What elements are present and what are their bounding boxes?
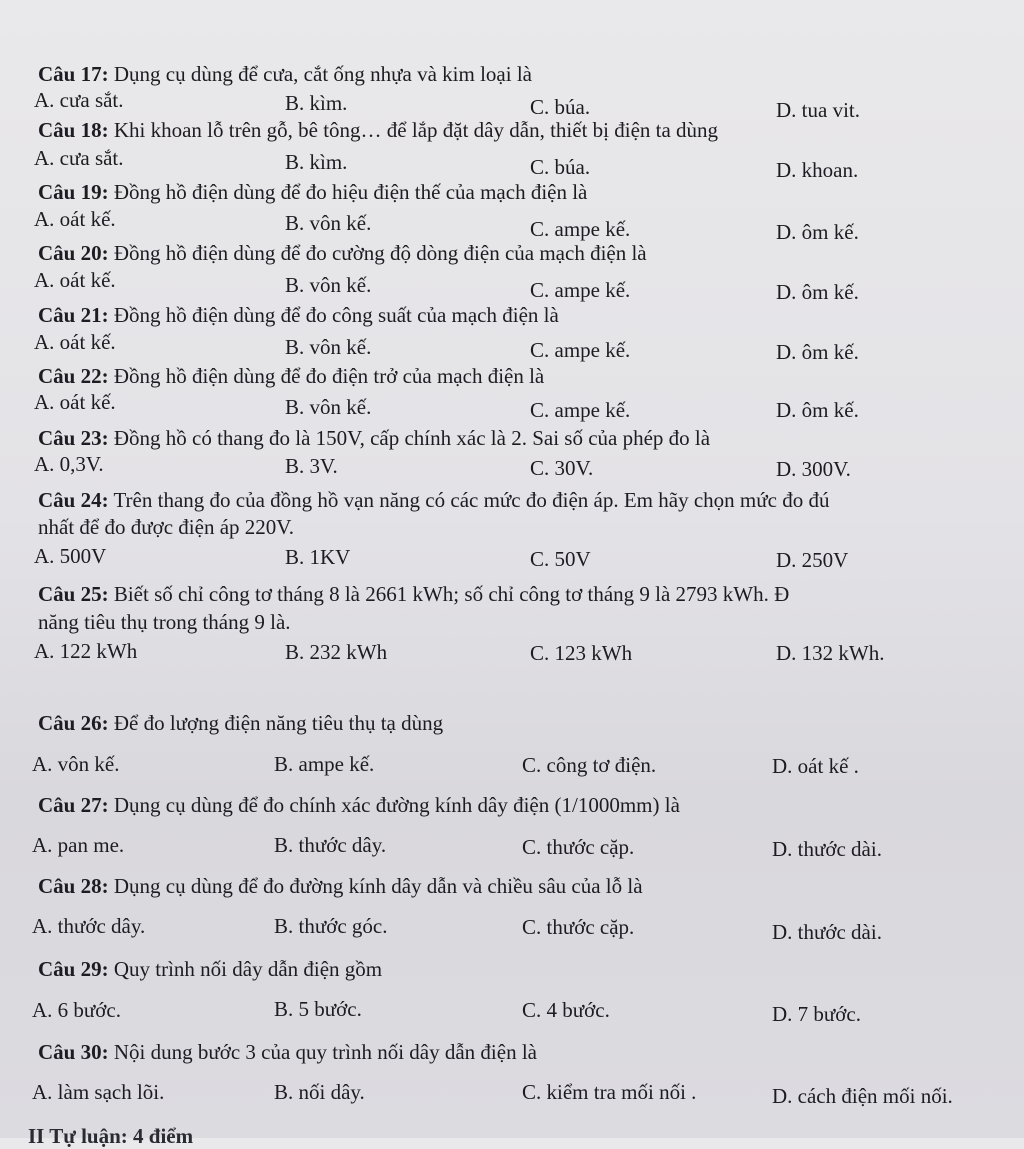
option-c: C. 4 bước. [522, 998, 610, 1022]
option-c: C. búa. [530, 95, 591, 119]
question-label: Câu 25: [38, 582, 109, 606]
question-text: Đồng hồ có thang đo là 150V, cấp chính xác là 2. Sai số của phép đo là [108, 426, 711, 450]
question-text: Dụng cụ dùng để đo đường kính dây dẫn và chiều sâu của lỗ là [108, 874, 643, 898]
question-label: Câu 28: [38, 874, 109, 898]
question-text: Đồng hồ điện dùng để đo công suất của mạch điện là [108, 303, 559, 327]
question-label: Câu 24: [38, 488, 109, 512]
option-c: C. kiểm tra mối nối . [522, 1080, 697, 1104]
question-19 [38, 180, 587, 205]
question-text: Dụng cụ dùng để đo chính xác đường kính dây điện (1/1000mm) là [108, 793, 680, 817]
option-b: B. 3V. [285, 454, 338, 478]
option-b: B. kìm. [285, 91, 348, 115]
option-d: D. 132 kWh. [776, 641, 885, 665]
option-d: D. khoan. [776, 158, 859, 182]
question-label: Câu 17: [38, 62, 109, 86]
question-label: Câu 29: [38, 957, 109, 981]
option-a: A. cưa sắt. [34, 146, 124, 170]
question-label: Câu 19: [38, 180, 109, 204]
question-22 [38, 364, 544, 389]
question-label: Câu 30: [38, 1040, 109, 1064]
option-a: A. oát kế. [34, 268, 116, 292]
option-d: D. ôm kế. [776, 398, 859, 422]
question-text: Quy trình nối dây dẫn điện gồm [108, 957, 383, 981]
question-text: Đồng hồ điện dùng để đo điện trở của mạch điện là [108, 364, 545, 388]
option-a: A. oát kế. [34, 330, 116, 354]
question-text: Nội dung bước 3 của quy trình nối dây dẫn điện là [108, 1040, 537, 1064]
question-25 [38, 582, 789, 607]
option-d: D. thước dài. [772, 837, 882, 861]
question-23 [38, 426, 710, 451]
question-26 [38, 711, 443, 736]
option-d: D. tua vit. [776, 98, 860, 122]
option-a: A. cưa sắt. [34, 88, 124, 112]
question-20 [38, 241, 647, 266]
option-d: D. ôm kế. [776, 280, 859, 304]
option-d: D. thước dài. [772, 920, 882, 944]
option-c: C. 30V. [530, 456, 594, 480]
option-a: A. vôn kế. [32, 752, 120, 776]
question-28 [38, 874, 643, 899]
option-c: C. công tơ điện. [522, 753, 657, 777]
option-c: C. 123 kWh [530, 641, 633, 665]
option-c: C. 50V [530, 547, 591, 571]
question-text: Biết số chỉ công tơ tháng 8 là 2661 kWh; số chỉ công tơ tháng 9 là 2793 kWh. Đ [108, 582, 790, 606]
question-text: Đồng hồ điện dùng để đo cường độ dòng điện của mạch điện là [108, 241, 647, 265]
option-d: D. ôm kế. [776, 340, 859, 364]
question-21 [38, 303, 559, 328]
option-b: B. 5 bước. [274, 997, 362, 1021]
question-27 [38, 793, 680, 818]
question-label: Câu 20: [38, 241, 109, 265]
option-c: C. búa. [530, 155, 591, 179]
option-d: D. oát kế . [772, 754, 859, 778]
option-c: C. thước cặp. [522, 915, 635, 939]
option-a: A. 500V [34, 544, 107, 568]
question-18 [38, 118, 718, 143]
option-a: A. 0,3V. [34, 452, 104, 476]
question-24 [38, 488, 829, 513]
option-a: A. 122 kWh [34, 639, 138, 663]
option-b: B. 1KV [285, 545, 351, 569]
option-c: C. thước cặp. [522, 835, 635, 859]
option-a: A. làm sạch lõi. [32, 1080, 165, 1104]
option-a: A. oát kế. [34, 390, 116, 414]
option-c: C. ampe kế. [530, 278, 631, 302]
option-d: D. 7 bước. [772, 1002, 861, 1026]
question-label: Câu 26: [38, 711, 109, 735]
option-c: C. ampe kế. [530, 217, 631, 241]
option-b: B. vôn kế. [285, 211, 372, 235]
question-25-continuation: năng tiêu thụ trong tháng 9 là. [38, 610, 291, 634]
option-c: C. ampe kế. [530, 398, 631, 422]
question-17 [38, 62, 532, 87]
option-a: A. 6 bước. [32, 998, 121, 1022]
option-b: B. nối dây. [274, 1080, 365, 1104]
question-label: Câu 23: [38, 426, 109, 450]
question-24-continuation: nhất để đo được điện áp 220V. [38, 515, 294, 539]
question-text: Dụng cụ dùng để cưa, cắt ống nhựa và kim loại là [108, 62, 532, 86]
option-b: B. vôn kế. [285, 273, 372, 297]
question-label: Câu 21: [38, 303, 109, 327]
question-label: Câu 18: [38, 118, 109, 142]
question-text: Đồng hồ điện dùng để đo hiệu điện thế của mạch điện là [108, 180, 588, 204]
option-b: B. kìm. [285, 150, 348, 174]
question-label: Câu 27: [38, 793, 109, 817]
option-b: B. vôn kế. [285, 395, 372, 419]
option-b: B. thước góc. [274, 914, 388, 938]
question-29 [38, 957, 382, 982]
option-d: D. ôm kế. [776, 220, 859, 244]
question-text: Khi khoan lỗ trên gỗ, bê tông… để lắp đặt dây dẫn, thiết bị điện ta dùng [108, 118, 719, 142]
option-a: A. thước dây. [32, 914, 146, 938]
option-b: B. ampe kế. [274, 752, 375, 776]
question-30 [38, 1040, 537, 1065]
option-a: A. pan me. [32, 833, 125, 857]
question-label: Câu 22: [38, 364, 109, 388]
option-b: B. vôn kế. [285, 335, 372, 359]
option-a: A. oát kế. [34, 207, 116, 231]
option-d: D. 250V [776, 548, 849, 572]
option-b: B. thước dây. [274, 833, 387, 857]
section-heading-essay: II Tự luận: 4 điểm [28, 1124, 194, 1148]
option-b: B. 232 kWh [285, 640, 388, 664]
option-d: D. 300V. [776, 457, 851, 481]
option-c: C. ampe kế. [530, 338, 631, 362]
question-text: Để đo lượng điện năng tiêu thụ tạ dùng [108, 711, 444, 735]
question-text: Trên thang đo của đồng hồ vạn năng có các mức đo điện áp. Em hãy chọn mức đo đú [108, 488, 830, 512]
option-d: D. cách điện mối nối. [772, 1084, 953, 1108]
